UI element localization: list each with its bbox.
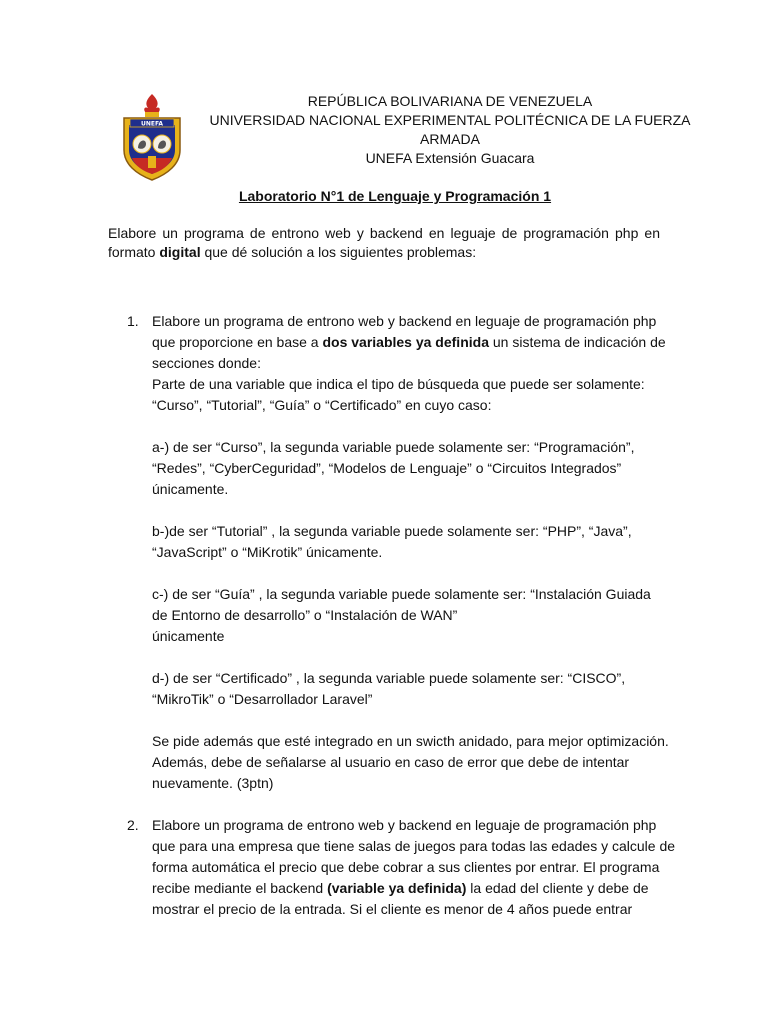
header-line-university: UNIVERSIDAD NACIONAL EXPERIMENTAL POLITÉCNICA DE LA FUERZA xyxy=(209,112,691,128)
requirement-line: Se pide además que esté integrado en un swicth anidado, para mejor optimización. xyxy=(152,733,669,749)
intro-text: que dé solución a los siguientes problemas: xyxy=(200,244,477,260)
problem-2 xyxy=(127,815,676,920)
problem-1 xyxy=(127,311,669,794)
logo-text: UNEFA xyxy=(140,120,164,128)
problem-line: secciones donde: xyxy=(152,355,261,371)
intro-line-1: Elabore un programa de entrono web y backend en leguaje de programación php en xyxy=(108,225,660,241)
problem-line: “Curso”, “Tutorial”, “Guía” o “Certificado” en cuyo caso: xyxy=(152,397,492,413)
intro-line-2 xyxy=(108,243,660,262)
case-c-line: únicamente xyxy=(152,628,225,644)
problem-line: Elabore un programa de entrono web y backend en leguaje de programación php xyxy=(152,313,657,329)
problem-bold-text: dos variables ya definida xyxy=(322,334,489,350)
problem-text: recibe mediante el backend xyxy=(152,880,328,896)
unefa-logo xyxy=(118,92,186,184)
header-line-extension: UNEFA Extensión Guacara xyxy=(365,150,535,166)
case-b-line: b-)de ser “Tutorial” , la segunda variable puede solamente ser: “PHP”, “Java”, xyxy=(152,523,632,539)
problem-number: 2. xyxy=(127,817,139,833)
lab-title: Laboratorio N°1 de Lenguaje y Programación 1 xyxy=(238,188,552,204)
problem-text: que proporcione en base a xyxy=(152,334,323,350)
case-c-line: c-) de ser “Guía” , la segunda variable puede solamente ser: “Instalación Guiada xyxy=(152,586,651,602)
case-b-line: “JavaScript” o “MiKrotik” únicamente. xyxy=(152,544,383,560)
case-a-line: a-) de ser “Curso”, la segunda variable puede solamente ser: “Programación”, xyxy=(152,439,635,455)
institution-header xyxy=(200,92,700,168)
requirement-line: Además, debe de señalarse al usuario en caso de error que debe de intentar xyxy=(152,754,630,770)
problem-line xyxy=(152,332,666,353)
case-a-line: únicamente. xyxy=(152,481,229,497)
problem-line xyxy=(152,878,647,899)
intro-paragraph xyxy=(108,224,660,262)
header-line-republic: REPÚBLICA BOLIVARIANA DE VENEZUELA xyxy=(307,93,593,109)
requirement-line: nuevamente. (3ptn) xyxy=(152,775,274,791)
problem-line: Parte de una variable que indica el tipo de búsqueda que puede ser solamente: xyxy=(152,376,645,392)
problem-line: forma automática el precio que debe cobrar a sus clientes por entrar. El programa xyxy=(152,859,660,875)
header-line-armada: ARMADA xyxy=(420,131,480,147)
case-d-line: d-) de ser “Certificado” , la segunda variable puede solamente ser: “CISCO”, xyxy=(152,670,626,686)
case-a-line: “Redes”, “CyberCeguridad”, “Modelos de Lenguaje” o “Circuitos Integrados” xyxy=(152,460,622,476)
problem-line: Elabore un programa de entrono web y backend en leguaje de programación php xyxy=(152,817,657,833)
problem-line: mostrar el precio de la entrada. Si el cliente es menor de 4 años puede entrar xyxy=(152,901,633,917)
problem-bold-text: (variable ya definida) xyxy=(327,880,467,896)
intro-text: formato xyxy=(108,244,160,260)
intro-bold-digital: digital xyxy=(159,244,201,260)
case-d-line: “MikroTik” o “Desarrollador Laravel” xyxy=(152,691,373,707)
problem-list xyxy=(127,311,676,920)
problem-text: la edad del cliente y debe de xyxy=(466,880,649,896)
problem-line: que para una empresa que tiene salas de juegos para todas las edades y calcule de xyxy=(152,838,676,854)
case-c-line: de Entorno de desarrollo” o “Instalación de WAN” xyxy=(152,607,458,623)
problem-number: 1. xyxy=(127,313,139,329)
problem-text: un sistema de indicación de xyxy=(488,334,666,350)
